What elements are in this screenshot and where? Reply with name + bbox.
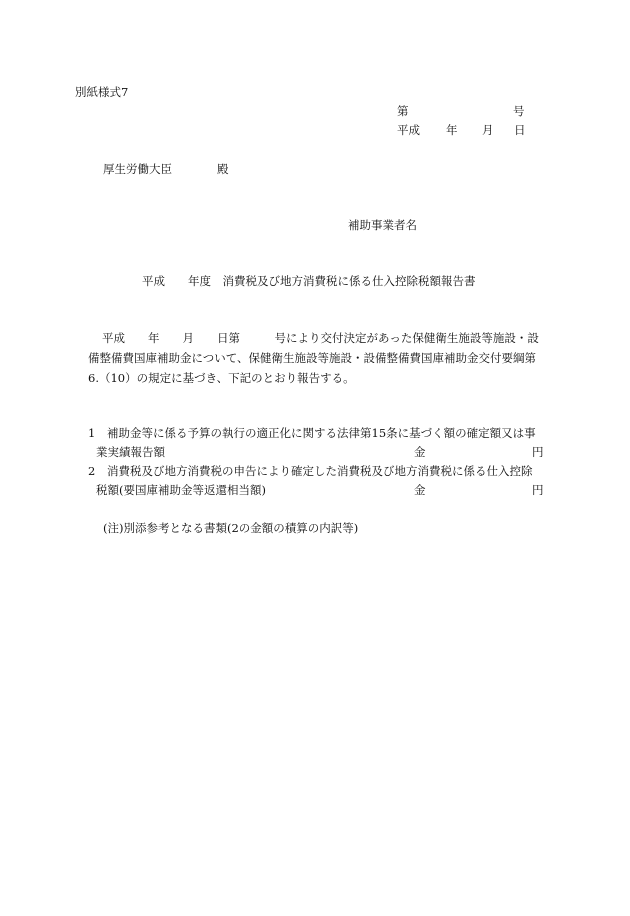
body-line-3: 6.（10）の規定に基づき、下記のとおり報告する。 [88, 371, 355, 385]
item-1-line-1: 補助金等に係る予算の執行の適正化に関する法律第15条に基づく額の確定額又は事 [107, 426, 536, 440]
doc-number-go: 号 [513, 104, 525, 118]
footnote: (注)別添参考となる書類(2の金額の積算の内訳等) [103, 521, 359, 535]
body-line-2: 備整備費国庫補助金について、保健衛生施設等施設・設備整備費国庫補助金交付要綱第 [88, 351, 537, 365]
item-1-line-2: 業実績報告額 [96, 445, 165, 459]
addressee-honorific: 殿 [217, 162, 229, 176]
form-label: 別紙様式7 [75, 85, 129, 99]
page-title: 平成 年度 消費税及び地方消費税に係る仕入控除税額報告書 [142, 274, 476, 288]
addressee-name: 厚生労働大臣 [103, 162, 172, 176]
item-2-line-1: 消費税及び地方消費税の申告により確定した消費税及び地方消費税に係る仕入控除 [107, 464, 533, 478]
item-1-kin: 金 [414, 445, 426, 459]
date-year: 年 [446, 123, 458, 137]
item-1-en: 円 [532, 445, 544, 459]
date-month: 月 [482, 123, 494, 137]
item-2-kin: 金 [414, 483, 426, 497]
applicant-label: 補助事業者名 [348, 218, 417, 232]
date-day: 日 [514, 123, 526, 137]
item-2-number: 2 [88, 464, 96, 478]
body-line-1: 平成 年 月 日第 号により交付決定があった保健衛生施設等施設・設 [102, 331, 539, 345]
item-2-line-2: 税額(要国庫補助金等返還相当額) [96, 483, 266, 497]
date-era: 平成 [397, 123, 420, 137]
doc-number-dai: 第 [397, 104, 409, 118]
item-2-en: 円 [532, 483, 544, 497]
item-1-number: 1 [88, 426, 96, 440]
